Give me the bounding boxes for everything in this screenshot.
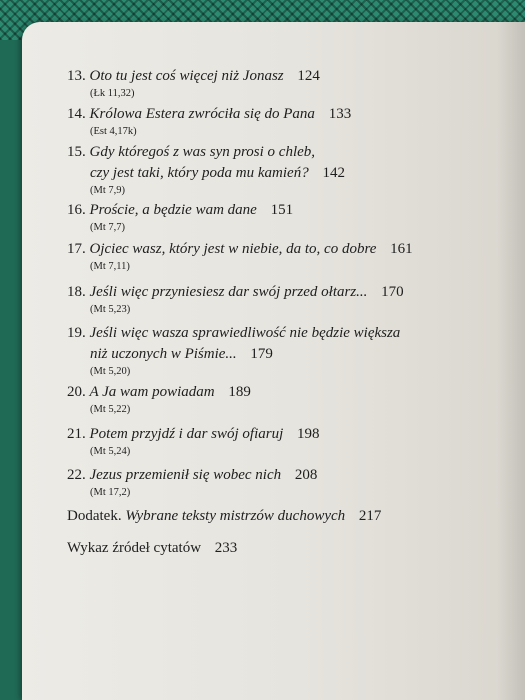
entry-number: 16. xyxy=(67,202,86,218)
toc-sources-line xyxy=(67,538,237,559)
entry-reference: (Est 4,17k) xyxy=(90,126,137,137)
entry-page: 189 xyxy=(228,384,251,400)
toc-entry-20 xyxy=(67,382,251,416)
toc-entry-line xyxy=(67,239,413,260)
entry-title: Ojciec wasz, który jest w niebie, da to, co dobre xyxy=(89,241,377,257)
entry-title-continued: czy jest taki, który poda mu kamień? xyxy=(90,165,309,181)
entry-page: 151 xyxy=(270,202,294,218)
entry-reference: (Mt 5,23) xyxy=(90,304,131,315)
toc-entry-line xyxy=(67,163,345,184)
toc-entry-line xyxy=(67,323,400,344)
entry-title: Jezus przemienił się wobec nich xyxy=(89,467,282,483)
entry-reference: (Mt 17,2) xyxy=(90,487,131,498)
toc-appendix xyxy=(67,506,381,527)
entry-page: 179 xyxy=(250,346,273,362)
entry-number: 15. xyxy=(67,144,86,160)
sources-page: 233 xyxy=(214,540,238,556)
entry-reference: (Mt 5,24) xyxy=(90,446,131,457)
entry-reference: (Mt 5,22) xyxy=(90,404,131,415)
toc-entry-19 xyxy=(67,323,400,378)
toc-entry-line xyxy=(67,382,251,403)
entry-title: Potem przyjdź i dar swój ofiaruj xyxy=(89,426,284,442)
toc-entry-16 xyxy=(67,200,293,234)
entry-reference: (Mt 7,9) xyxy=(90,185,125,196)
entry-title: Gdy któregoś z was syn prosi o chleb, xyxy=(89,144,316,160)
entry-reference: (Mt 5,20) xyxy=(90,366,131,377)
toc-entry-line xyxy=(67,344,400,365)
toc-entry-line xyxy=(67,465,317,486)
toc-entry-line xyxy=(67,104,351,125)
toc-entry-22 xyxy=(67,465,317,499)
toc-entry-line xyxy=(67,200,293,221)
entry-title: Oto tu jest coś więcej niż Jonasz xyxy=(89,68,284,84)
toc-entry-14 xyxy=(67,104,351,138)
sources-label: Wykaz źródeł cytatów xyxy=(67,540,202,556)
entry-title-continued: niż uczonych w Piśmie... xyxy=(90,346,237,362)
toc-appendix-line xyxy=(67,506,381,527)
appendix-title: Wybrane teksty mistrzów duchowych xyxy=(125,508,346,524)
entry-reference: (Mt 7,11) xyxy=(90,261,130,272)
toc-entry-18 xyxy=(67,282,404,316)
entry-number: 19. xyxy=(67,325,86,341)
entry-number: 22. xyxy=(67,467,86,483)
entry-title: Jeśli więc wasza sprawiedliwość nie będzie większa xyxy=(89,325,401,341)
entry-number: 14. xyxy=(67,106,86,122)
entry-number: 18. xyxy=(67,284,86,300)
toc-sources xyxy=(67,538,237,559)
toc-entry-line xyxy=(67,424,320,445)
entry-number: 20. xyxy=(67,384,86,400)
toc-entry-line xyxy=(67,66,320,87)
toc-entry-15 xyxy=(67,142,345,197)
appendix-label: Dodatek. xyxy=(67,508,122,524)
entry-page: 124 xyxy=(297,68,320,84)
entry-title: Jeśli więc przyniesiesz dar swój przed ołtarz... xyxy=(89,284,368,300)
toc-entry-17 xyxy=(67,239,413,273)
entry-page: 198 xyxy=(297,426,320,442)
entry-page: 208 xyxy=(294,467,318,483)
entry-page: 133 xyxy=(328,106,352,122)
entry-title: A Ja wam powiadam xyxy=(89,384,215,400)
entry-title: Proście, a będzie wam dane xyxy=(89,202,257,218)
entry-page: 142 xyxy=(322,165,345,181)
entry-number: 21. xyxy=(67,426,86,442)
entry-number: 13. xyxy=(67,68,86,84)
toc-entry-13 xyxy=(67,66,320,100)
toc-entry-21 xyxy=(67,424,320,458)
toc-entry-line xyxy=(67,282,404,303)
entry-page: 161 xyxy=(390,241,413,257)
entry-reference: (Mt 7,7) xyxy=(90,222,125,233)
toc-entry-line xyxy=(67,142,345,163)
entry-reference: (Łk 11,32) xyxy=(90,88,135,99)
entry-page: 170 xyxy=(381,284,404,300)
entry-title: Królowa Estera zwróciła się do Pana xyxy=(89,106,315,122)
entry-number: 17. xyxy=(67,241,86,257)
appendix-page: 217 xyxy=(358,508,382,524)
